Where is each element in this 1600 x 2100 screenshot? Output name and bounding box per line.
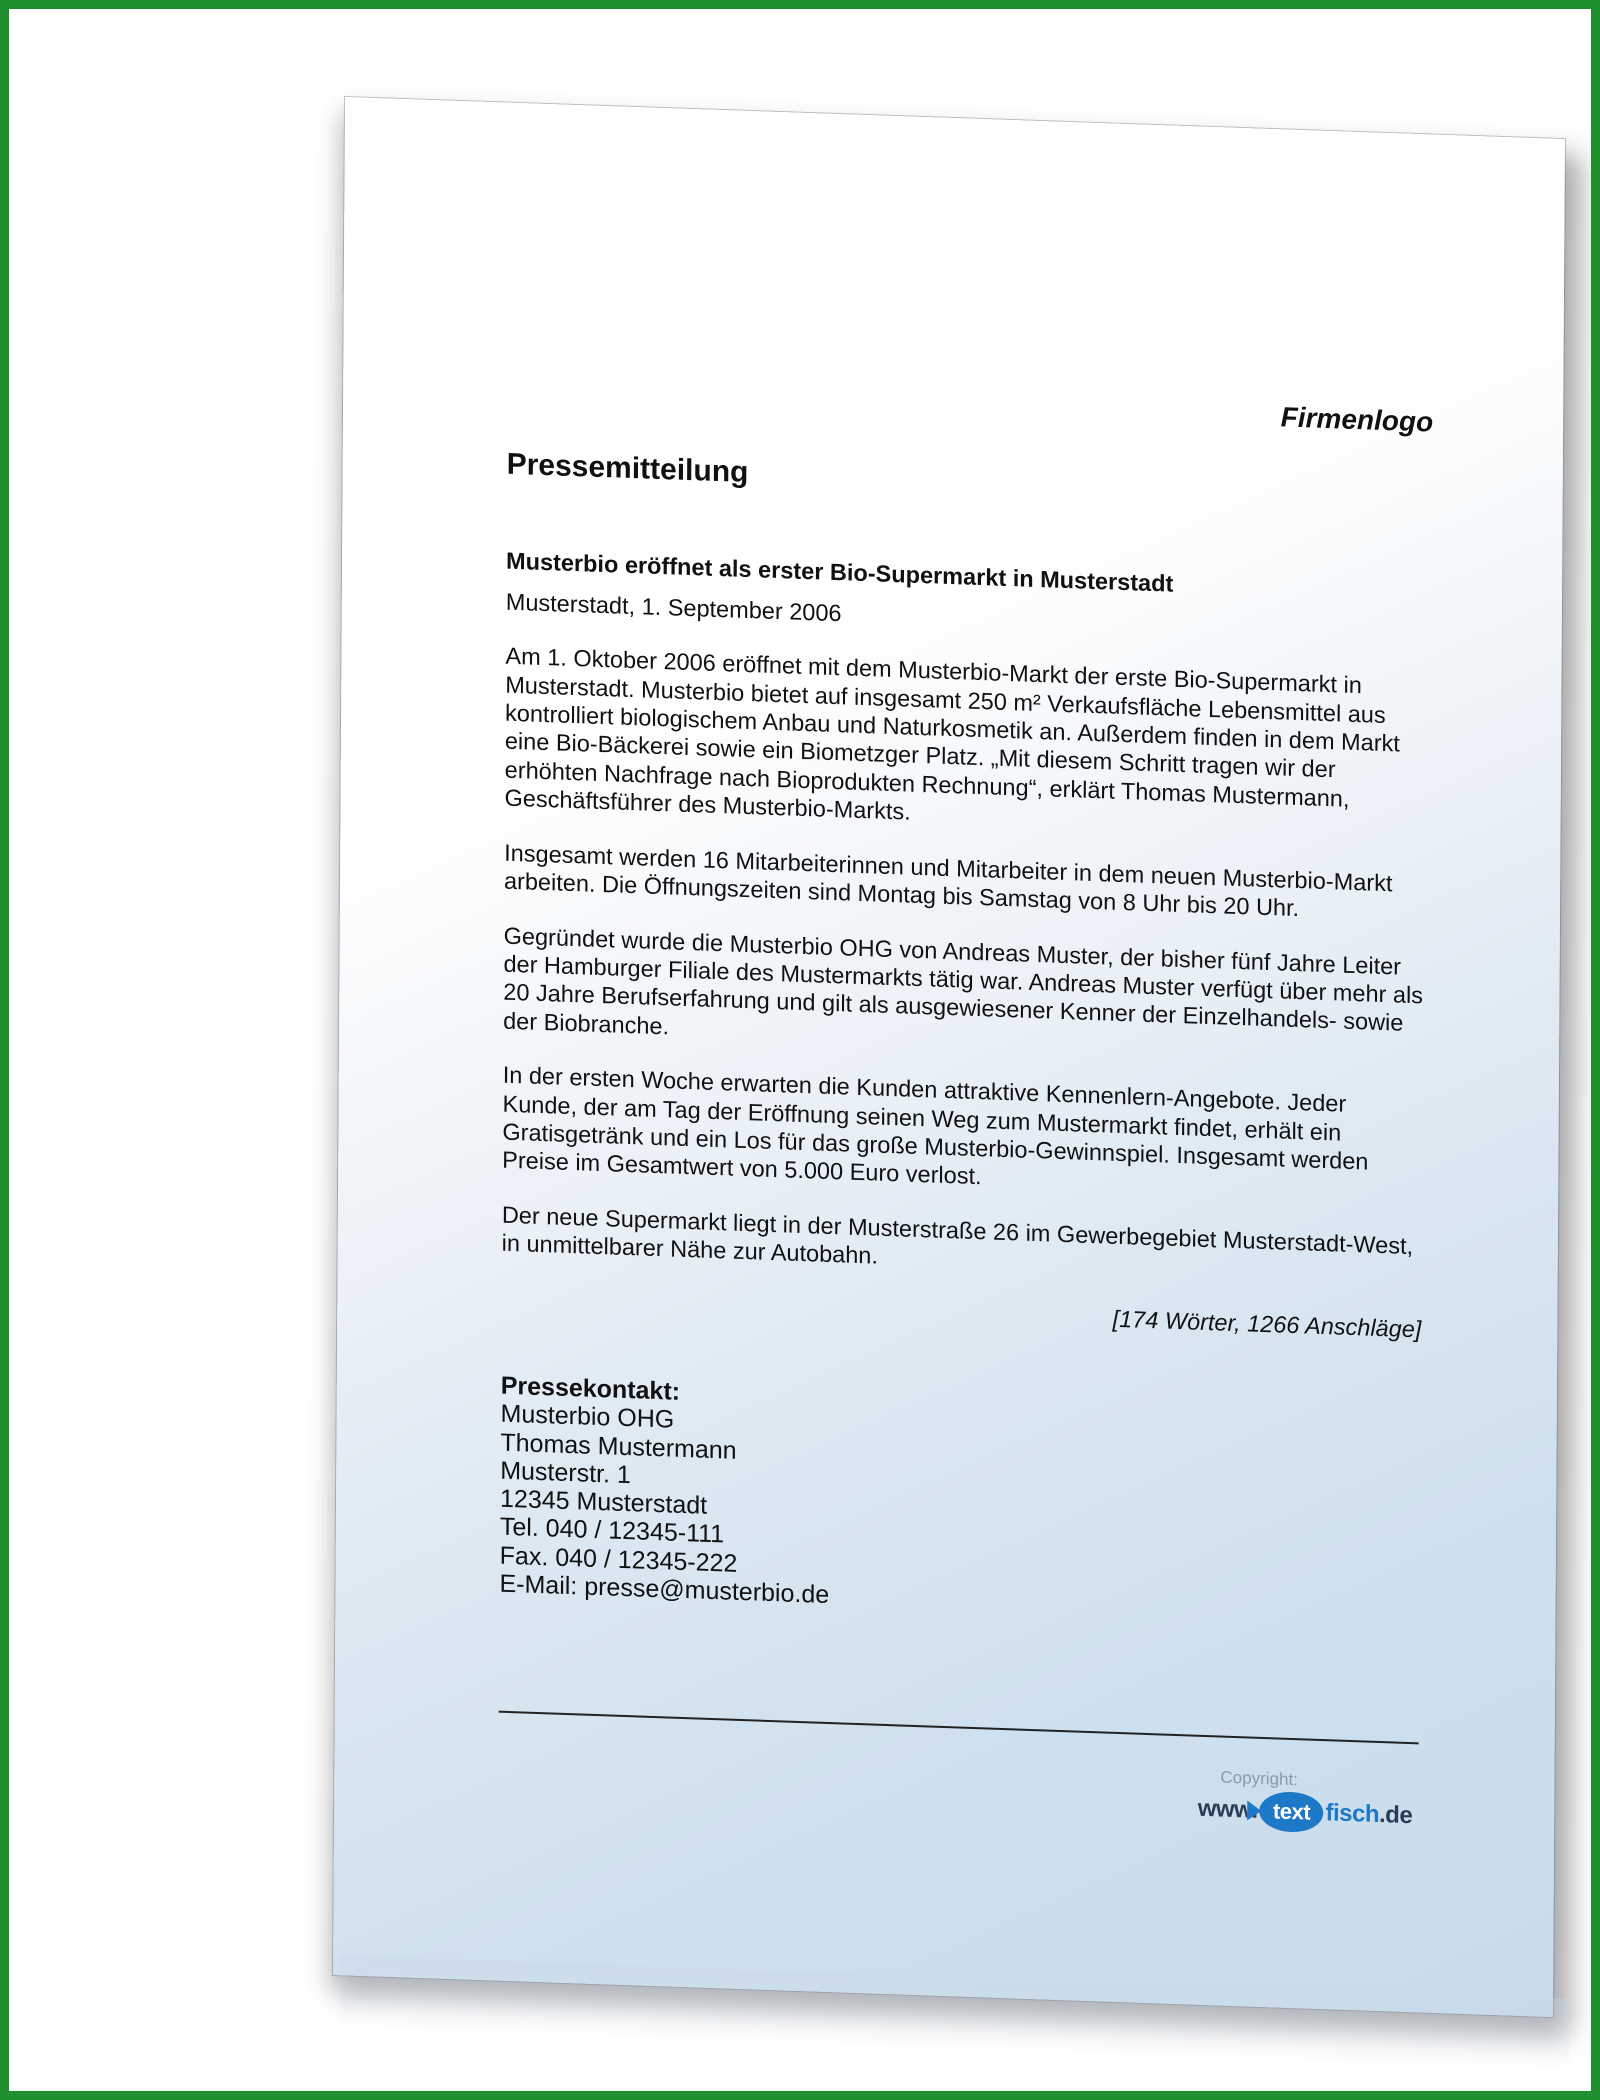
brand-main: fisch [1325, 1799, 1380, 1829]
textfisch-logo [1198, 1789, 1413, 1836]
copyright-label: Copyright: [1220, 1767, 1298, 1790]
contact-line-name: Thomas Mustermann [500, 1428, 737, 1465]
document-body [499, 447, 1426, 1630]
contact-line-email: E-Mail: presse@musterbio.de [499, 1569, 830, 1609]
contact-line-city: 12345 Musterstadt [499, 1484, 708, 1520]
word-count: [174 Wörter, 1266 Anschläge] [1112, 1305, 1422, 1343]
press-contact [499, 1372, 1420, 1630]
document-title: Pressemitteilung [506, 447, 749, 489]
brand-prefix: www. [1197, 1794, 1258, 1824]
paragraph: Insgesamt werden 16 Mitarbeiterinnen und Mitarbeiter in dem neuen Musterbio-Markt arbeiten. Die Öffnungszeiten sind Montag bis Samstag von 8 Uhr bis 20 Uhr. [503, 839, 1393, 922]
paragraph: In der ersten Woche erwarten die Kunden attraktive Kennenlern-Angebote. Jeder Kunde, der am Tag der Eröffnung seinen Weg zum Mustermarkt findet, erhält ein Gratisgetränk und ein Los für das große Musterbio-Gewinnspiel. Insgesamt werden Preise im Gesamtwert von 5.000 Euro verlost. [502, 1061, 1369, 1190]
company-logo-placeholder: Firmenlogo [1280, 401, 1434, 438]
paragraph: Gegründet wurde die Musterbio OHG von Andreas Muster, der bisher fünf Jahre Leiter der Hamburger Filiale des Mustermarkts tätig war. Andreas Muster verfügt über mehr als 20 Jahre Berufserfahrung und gilt als ausgewiesener Kenner der Einzelhandels- sowie der Biobranche. [503, 922, 1424, 1040]
paragraph: Der neue Supermarkt liegt in der Musterstraße 26 im Gewerbegebiet Musterstadt-West, in unmittelbarer Nähe zur Autobahn. [501, 1201, 1414, 1269]
brand-suffix: .de [1378, 1801, 1413, 1830]
copyright-block [1182, 1766, 1412, 1836]
brand-fish-text: text [1272, 1798, 1311, 1825]
contact-line-fax: Fax. 040 / 12345-222 [499, 1541, 738, 1578]
document-page [333, 97, 1565, 2017]
dateline: Musterstadt, 1. September 2006 [505, 588, 842, 626]
contact-line-street: Musterstr. 1 [500, 1456, 631, 1490]
contact-line-company: Musterbio OHG [500, 1400, 675, 1435]
press-contact-title: Pressekontakt: [500, 1371, 681, 1406]
fish-icon [1259, 1791, 1323, 1833]
contact-line-phone: Tel. 040 / 12345-111 [499, 1513, 725, 1549]
press-headline: Musterbio eröffnet als erster Bio-Supermarkt in Musterstadt [505, 547, 1174, 597]
background [9, 9, 1591, 2091]
paragraph: Am 1. Oktober 2006 eröffnet mit dem Musterbio-Markt der erste Bio-Supermarkt in Musterstadt. Musterbio bietet auf insgesamt 250 m² Verkaufsfläche Lebensmittel aus kontrolliert biologischem Anbau und Naturkosmetik an. Außerdem finden in dem Markt eine Bio-Bäckerei sowie ein Biometzger Platz. „Mit diesem Schritt tragen wir der erhöhten Nachfrage nach Bioprodukten Rechnung“, erklärt Thomas Mustermann, Geschäftsführer des Musterbio-Markts. [504, 642, 1400, 825]
footer-divider [499, 1711, 1419, 1745]
